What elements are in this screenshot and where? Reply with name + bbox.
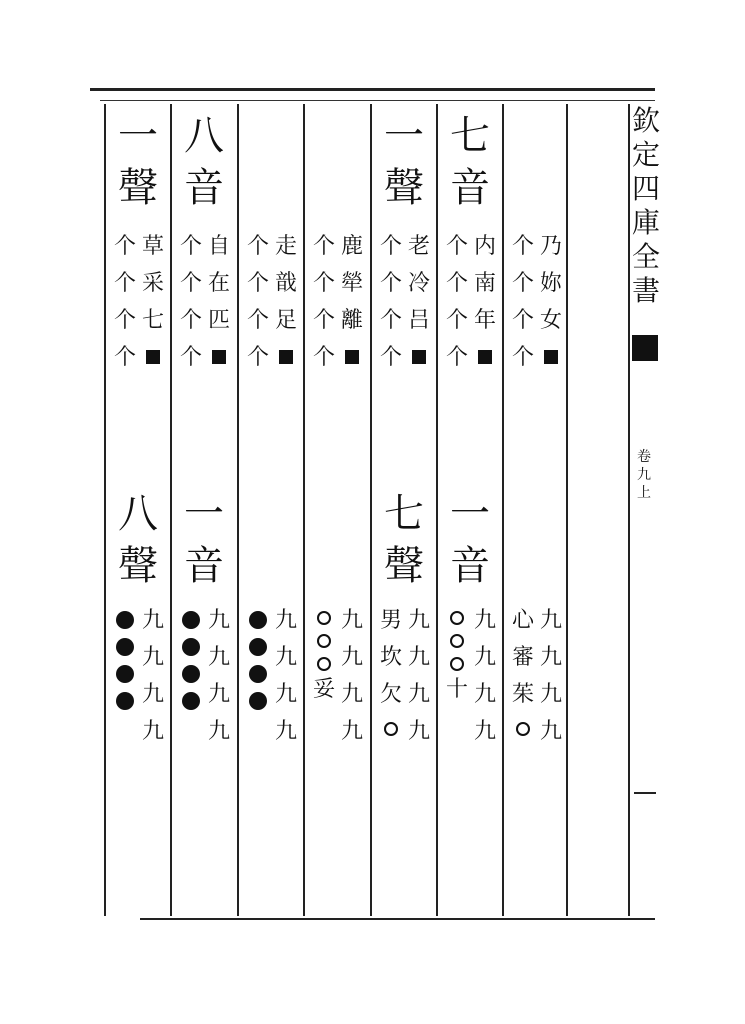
glyph: 九 [473, 645, 496, 670]
glyph: 九 [473, 608, 496, 633]
upper-entry-left [245, 228, 271, 376]
filled-circle-mark [249, 665, 267, 683]
glyph: 九 [539, 608, 562, 633]
empty-circle-mark [450, 657, 464, 671]
empty-circle-mark [516, 722, 530, 736]
glyph: 聲 [384, 543, 424, 589]
filled-circle-mark [249, 611, 267, 629]
empty-circle-mark [317, 657, 331, 671]
bottom-border [140, 918, 655, 920]
glyph: 妳 [539, 271, 562, 296]
glyph: 一 [184, 491, 224, 537]
margin-title-char: 四 [632, 172, 661, 205]
glyph: 九 [207, 608, 230, 633]
upper-entry-right [140, 228, 166, 364]
column-rule [566, 104, 568, 916]
glyph: 个 [445, 345, 468, 370]
glyph: 審 [511, 645, 534, 670]
lower-heading [446, 488, 494, 592]
glyph: 个 [246, 345, 269, 370]
glyph: 戠 [274, 271, 297, 296]
empty-circle-mark [317, 634, 331, 648]
glyph: 欠 [379, 682, 402, 707]
lower-heading [114, 488, 162, 592]
glyph: 聲 [118, 165, 158, 211]
glyph: 九 [340, 608, 363, 633]
glyph: 七 [141, 308, 164, 333]
glyph: 九 [141, 719, 164, 744]
glyph: 个 [113, 271, 136, 296]
glyph: 个 [511, 345, 534, 370]
lower-entry-right [538, 602, 564, 750]
glyph: 音 [450, 543, 490, 589]
filled-square-mark [146, 350, 160, 364]
glyph: 聲 [118, 543, 158, 589]
glyph: 个 [445, 308, 468, 333]
glyph: 九 [274, 645, 297, 670]
glyph: 七 [384, 491, 424, 537]
glyph: 在 [207, 271, 230, 296]
glyph: 个 [179, 345, 202, 370]
filled-circle-mark [182, 665, 200, 683]
upper-entry-left [378, 228, 404, 376]
lower-entry-left [245, 602, 271, 710]
glyph: 个 [113, 345, 136, 370]
glyph: 九 [207, 682, 230, 707]
upper-entry-left [510, 228, 536, 376]
glyph: 老 [407, 234, 430, 259]
upper-entry-left [444, 228, 470, 376]
glyph: 九 [407, 719, 430, 744]
lower-entry-left [311, 602, 337, 708]
empty-circle-mark [384, 722, 398, 736]
glyph: 采 [141, 271, 164, 296]
glyph: 个 [113, 234, 136, 259]
margin-book-title [632, 104, 660, 308]
glyph: 个 [511, 271, 534, 296]
glyph: 犖 [340, 271, 363, 296]
margin-volume-label [632, 448, 656, 502]
glyph: 内 [473, 234, 496, 259]
glyph: 聲 [384, 165, 424, 211]
filled-circle-mark [182, 638, 200, 656]
margin-title-char: 全 [632, 240, 661, 273]
lower-heading [180, 488, 228, 592]
glyph: 乃 [539, 234, 562, 259]
filled-circle-mark [116, 611, 134, 629]
glyph: 鹿 [340, 234, 363, 259]
filled-square-mark [412, 350, 426, 364]
upper-entry-right [206, 228, 232, 364]
margin-volume-char: 卷 [637, 449, 651, 465]
lower-entry-left [112, 602, 138, 710]
lower-entry-right [472, 602, 498, 750]
glyph: 个 [379, 234, 402, 259]
filled-square-mark [212, 350, 226, 364]
margin-title-char: 欽 [632, 104, 661, 137]
glyph: 个 [246, 234, 269, 259]
filled-circle-mark [116, 638, 134, 656]
lower-entry-right [273, 602, 299, 750]
glyph: 九 [340, 719, 363, 744]
column-rule [104, 104, 106, 916]
glyph: 男 [379, 608, 402, 633]
glyph: 九 [141, 645, 164, 670]
upper-entry-left [112, 228, 138, 376]
glyph: 九 [473, 719, 496, 744]
glyph: 个 [312, 308, 335, 333]
glyph: 九 [207, 719, 230, 744]
glyph: 个 [179, 308, 202, 333]
glyph: 个 [445, 234, 468, 259]
glyph: 音 [450, 165, 490, 211]
glyph: 走 [274, 234, 297, 259]
glyph: 九 [207, 645, 230, 670]
empty-circle-mark [450, 611, 464, 625]
glyph: 九 [473, 682, 496, 707]
glyph: 九 [407, 682, 430, 707]
filled-circle-mark [116, 665, 134, 683]
glyph: 八 [118, 491, 158, 537]
filled-circle-mark [249, 638, 267, 656]
glyph: 九 [274, 719, 297, 744]
glyph: 坎 [379, 645, 402, 670]
filled-square-mark [544, 350, 558, 364]
column-rule [502, 104, 504, 916]
lower-entry-left [510, 602, 536, 736]
glyph: 茱 [511, 682, 534, 707]
glyph: 音 [184, 165, 224, 211]
glyph: 个 [511, 308, 534, 333]
upper-heading [446, 110, 494, 214]
glyph: 个 [312, 345, 335, 370]
filled-circle-mark [249, 692, 267, 710]
glyph: 个 [445, 271, 468, 296]
empty-circle-mark [317, 611, 331, 625]
upper-entry-left [178, 228, 204, 376]
upper-entry-right [406, 228, 432, 364]
column-rule [436, 104, 438, 916]
upper-entry-right [273, 228, 299, 364]
column-rule [303, 104, 305, 916]
glyph: 个 [246, 308, 269, 333]
lower-entry-left [178, 602, 204, 710]
upper-entry-right [472, 228, 498, 364]
glyph: 个 [113, 308, 136, 333]
glyph: 八 [184, 113, 224, 159]
filled-square-mark [279, 350, 293, 364]
glyph: 九 [274, 608, 297, 633]
upper-heading [114, 110, 162, 214]
upper-entry-right [538, 228, 564, 364]
glyph: 九 [539, 682, 562, 707]
glyph: 个 [179, 234, 202, 259]
glyph: 个 [312, 271, 335, 296]
lower-entry-right [140, 602, 166, 750]
glyph: 音 [184, 543, 224, 589]
upper-entry-left [311, 228, 337, 376]
glyph: 个 [511, 234, 534, 259]
glyph: 个 [312, 234, 335, 259]
glyph: 離 [340, 308, 363, 333]
glyph: 一 [384, 113, 424, 159]
glyph: 九 [274, 682, 297, 707]
glyph: 九 [141, 682, 164, 707]
glyph: 一 [118, 113, 158, 159]
top-inner-border [100, 100, 655, 101]
glyph: 女 [539, 308, 562, 333]
margin-page-mark [634, 792, 656, 794]
glyph: 个 [379, 271, 402, 296]
column-rule [370, 104, 372, 916]
glyph: 个 [379, 308, 402, 333]
glyph: 个 [246, 271, 269, 296]
filled-circle-mark [182, 611, 200, 629]
glyph: 九 [539, 719, 562, 744]
column-rule [237, 104, 239, 916]
upper-heading [180, 110, 228, 214]
upper-entry-right [339, 228, 365, 364]
glyph: 个 [379, 345, 402, 370]
glyph: 年 [473, 308, 496, 333]
margin-title-char: 定 [632, 138, 661, 171]
margin-volume-char: 九 [637, 467, 651, 483]
lower-entry-right [339, 602, 365, 750]
column-rule [628, 104, 630, 916]
glyph: 十 [445, 677, 468, 702]
top-border [90, 88, 655, 91]
glyph: 九 [539, 645, 562, 670]
glyph: 南 [473, 271, 496, 296]
glyph: 足 [274, 308, 297, 333]
glyph: 一 [450, 491, 490, 537]
glyph: 草 [141, 234, 164, 259]
glyph: 九 [141, 608, 164, 633]
lower-entry-right [406, 602, 432, 750]
margin-title-char: 書 [632, 274, 661, 307]
lower-heading [380, 488, 428, 592]
filled-square-mark [345, 350, 359, 364]
glyph: 个 [179, 271, 202, 296]
glyph: 九 [340, 645, 363, 670]
filled-circle-mark [116, 692, 134, 710]
glyph: 冷 [407, 271, 430, 296]
margin-fishtail-mark [632, 335, 658, 361]
empty-circle-mark [450, 634, 464, 648]
glyph: 七 [450, 113, 490, 159]
glyph: 九 [340, 682, 363, 707]
lower-entry-left [378, 602, 404, 736]
glyph: 自 [207, 234, 230, 259]
filled-square-mark [478, 350, 492, 364]
glyph: 匹 [207, 308, 230, 333]
glyph: 九 [407, 608, 430, 633]
glyph: 吕 [407, 308, 430, 333]
glyph: 心 [511, 608, 534, 633]
margin-title-char: 庫 [632, 206, 661, 239]
margin-volume-char: 上 [637, 485, 651, 501]
column-rule [170, 104, 172, 916]
glyph: 妥 [312, 677, 335, 702]
lower-entry-left [444, 602, 470, 708]
upper-heading [380, 110, 428, 214]
filled-circle-mark [182, 692, 200, 710]
glyph: 九 [407, 645, 430, 670]
lower-entry-right [206, 602, 232, 750]
